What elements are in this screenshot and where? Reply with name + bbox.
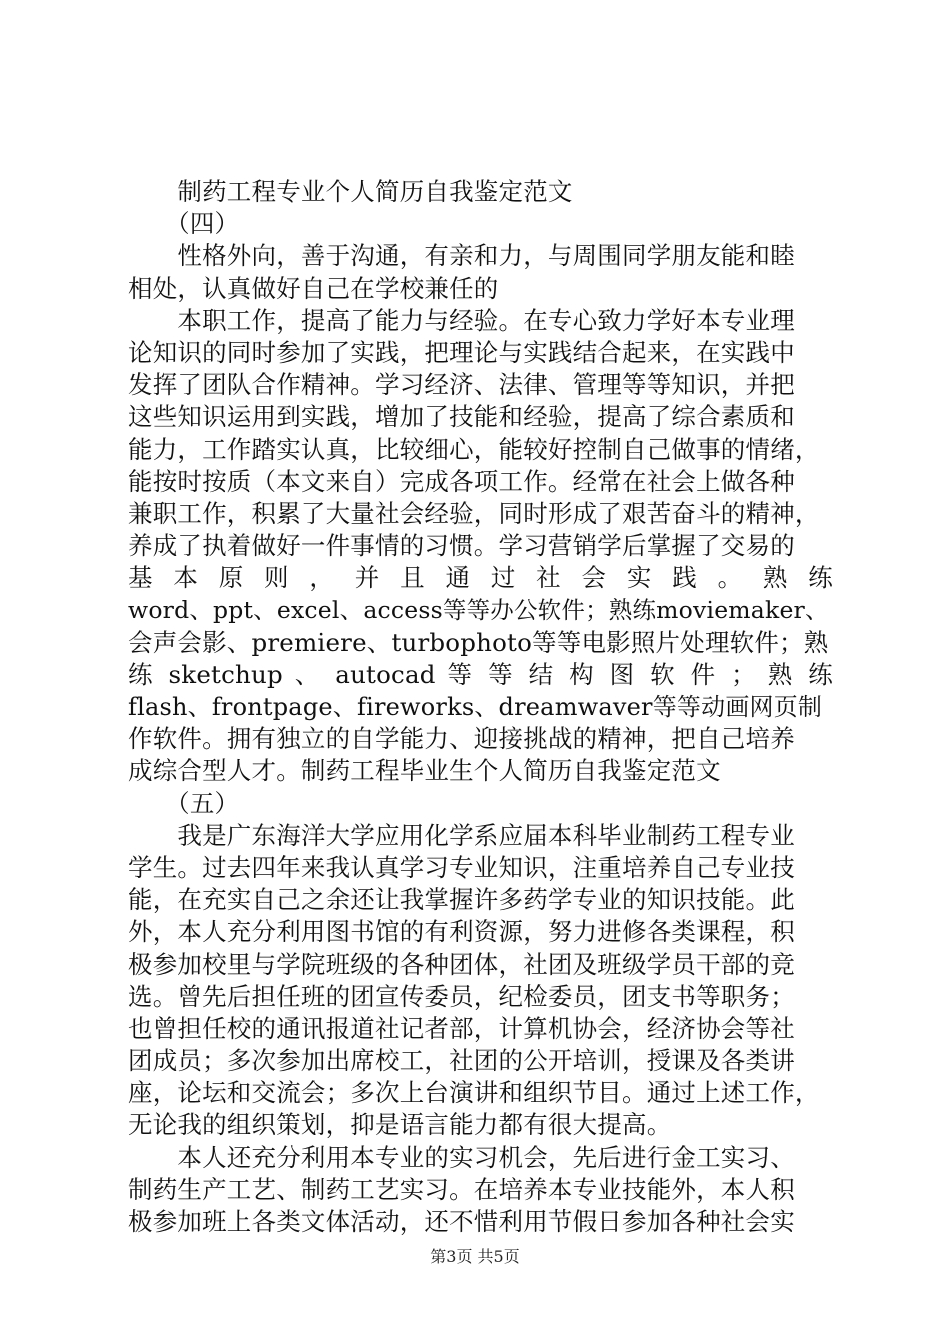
body-text-line: 极参加班上各类文体活动，还不惜利用节假日参加各种社会实 [128, 1207, 795, 1236]
document-body [128, 176, 833, 1238]
body-text-line: 相处，认真做好自己在学校兼任的 [128, 273, 499, 303]
body-text-line: word、ppt、excel、access等等办公软件；熟练moviemaker、 [128, 596, 829, 625]
body-text-line: 论知识的同时参加了实践，把理论与实践结合起来，在实践中 [128, 337, 795, 367]
body-text-line: 发挥了团队合作精神。学习经济、法律、管理等等知识，并把 [128, 370, 795, 400]
body-text-line: 本职工作，提高了能力与经验。在专心致力学好本专业理 [128, 305, 795, 335]
body-text-line: 制药生产工艺、制药工艺实习。在培养本专业技能外，本人积 [128, 1174, 795, 1204]
body-text-line: 选。曾先后担任班的团宣传委员，纪检委员，团支书等职务； [128, 981, 795, 1011]
body-text-line: 极参加校里与学院班级的各种团体，社团及班级学员干部的竞 [128, 949, 795, 979]
body-text-line: 座，论坛和交流会；多次上台演讲和组织节目。通过上述工作， [128, 1078, 820, 1108]
body-text-line: 养成了执着做好一件事情的习惯。学习营销学后掌握了交易的 [128, 531, 795, 561]
body-text-line: 能按时按质（本文来自）完成各项工作。经常在社会上做各种 [128, 466, 795, 496]
body-text-line: 外，本人充分利用图书馆的有利资源，努力进修各类课程，积 [128, 917, 795, 947]
body-text-line: 这些知识运用到实践，增加了技能和经验，提高了综合素质和 [128, 402, 795, 432]
body-text-line: 也曾担任校的通讯报道社记者部，计算机协会，经济协会等社 [128, 1013, 795, 1043]
body-text-line: 能，在充实自己之余还让我掌握许多药学专业的知识技能。此 [128, 885, 795, 915]
body-text-line: 成综合型人才。制药工程毕业生个人简历自我鉴定范文 [128, 756, 721, 786]
body-text-line: 我是广东海洋大学应用化学系应届本科毕业制药工程专业 [128, 820, 795, 850]
body-text-line: （四） [128, 209, 240, 239]
body-text-line: 性格外向，善于沟通，有亲和力，与周围同学朋友能和睦 [128, 241, 795, 271]
body-text-line: 能力，工作踏实认真，比较细心，能较好控制自己做事的情绪， [128, 434, 820, 464]
body-text-line: 无论我的组织策划，抑是语言能力都有很大提高。 [128, 1110, 672, 1140]
body-text-line: 会声会影、premiere、turbophoto等等电影照片处理软件；熟 [128, 627, 829, 657]
body-text-line: 本人还充分利用本专业的实习机会，先后进行金工实习、 [128, 1142, 795, 1172]
body-text-line: 团成员；多次参加出席校工，社团的公开培训，授课及各类讲 [128, 1046, 795, 1076]
body-text-line: 学生。过去四年来我认真学习专业知识，注重培养自己专业技 [128, 852, 795, 882]
body-text-line: flash、frontpage、fireworks、dreamwaver等等动画网页制 [128, 693, 823, 721]
body-text-line: 作软件。拥有独立的自学能力、迎接挑战的精神，把自己培养 [128, 724, 795, 754]
body-text-line: 兼职工作，积累了大量社会经验，同时形成了艰苦奋斗的精神， [128, 498, 820, 528]
page-footer: 第3页 共5页 [430, 1247, 520, 1266]
body-text-line: 练 sketchup 、 autocad 等 等 结 构 图 软 件 ； 熟 练 [128, 659, 833, 689]
body-text-line: 制药工程专业个人简历自我鉴定范文 [128, 177, 573, 206]
body-text-line: 基 本 原 则 ， 并 且 通 过 社 会 实 践 。 熟 练 [128, 563, 833, 593]
body-text-line: （五） [128, 788, 240, 818]
